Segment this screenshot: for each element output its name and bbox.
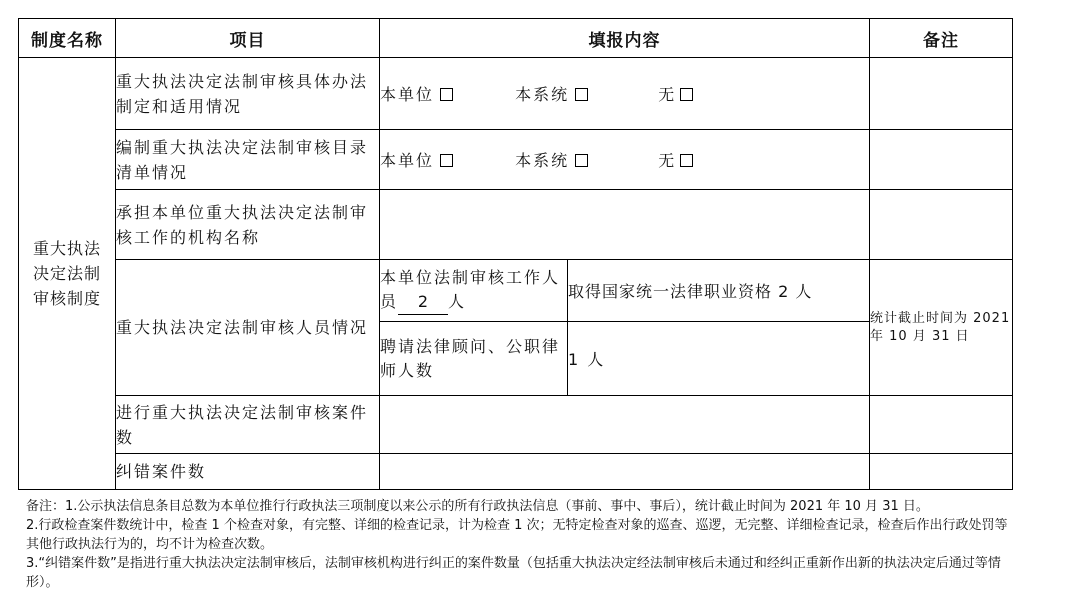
qualification-cell: 取得国家统一法律职业资格 2 人 <box>568 260 870 322</box>
table-row <box>19 396 1013 454</box>
item-cell: 重大执法决定法制审核人员情况 <box>116 260 380 396</box>
table-row <box>19 260 1013 322</box>
header-system-name: 制度名称 <box>19 19 116 58</box>
option-label: 无 <box>658 85 675 104</box>
header-row <box>19 19 1013 58</box>
option-own-unit[interactable] <box>380 148 510 171</box>
checkbox[interactable] <box>575 88 588 101</box>
header-remarks: 备注 <box>870 19 1013 58</box>
footnote-1: 备注：1.公示执法信息条目总数为本单位推行行政执法三项制度以来公示的所有行政执法信息（事前、事中、事后），统计截止时间为 2021 年 10 月 31 日。 <box>26 499 929 514</box>
table-row <box>19 190 1013 260</box>
option-label: 本单位 <box>380 85 435 104</box>
item-cell: 纠错案件数 <box>116 454 380 490</box>
item-cell: 编制重大执法决定法制审核目录清单情况 <box>116 130 380 190</box>
remark-cell <box>870 58 1013 130</box>
option-none[interactable] <box>658 148 693 171</box>
checkbox[interactable] <box>440 154 453 167</box>
table-row <box>19 58 1013 130</box>
system-name-text: 重大执法决定法制审核制度 <box>32 239 101 308</box>
report-table <box>18 18 1013 490</box>
option-own-unit[interactable] <box>380 82 510 105</box>
content-cell[interactable] <box>380 454 870 490</box>
option-system[interactable] <box>515 148 653 171</box>
option-label: 本系统 <box>515 85 570 104</box>
option-label: 无 <box>658 151 675 170</box>
staff-count-cell <box>380 260 568 322</box>
counsel-label-cell: 聘请法律顾问、公职律师人数 <box>380 322 568 396</box>
table-row <box>19 130 1013 190</box>
header-item: 项目 <box>116 19 380 58</box>
remark-cell: 统计截止时间为 2021 年 10 月 31 日 <box>870 260 1013 396</box>
footnotes <box>26 497 1016 592</box>
content-cell[interactable] <box>380 190 870 260</box>
checkbox[interactable] <box>440 88 453 101</box>
option-label: 本系统 <box>515 151 570 170</box>
option-label: 本单位 <box>380 151 435 170</box>
item-cell: 承担本单位重大执法决定法制审核工作的机构名称 <box>116 190 380 260</box>
footnote-3: 3.“纠错案件数”是指进行重大执法决定法制审核后，法制审核机构进行纠正的案件数量（包括重大执法决定经法制审核后未通过和经纠正重新作出新的执法决定后通过等情形）。 <box>26 556 1001 590</box>
remark-cell <box>870 454 1013 490</box>
content-cell <box>380 130 870 190</box>
remark-cell <box>870 190 1013 260</box>
option-none[interactable] <box>658 82 693 105</box>
content-cell <box>380 58 870 130</box>
header-content: 填报内容 <box>380 19 870 58</box>
counsel-count-cell: 1 人 <box>568 322 870 396</box>
checkbox[interactable] <box>680 154 693 167</box>
staff-unit: 人 <box>448 292 467 311</box>
system-name-cell <box>19 58 116 490</box>
staff-label: 本单位法制审核工作人员 <box>380 268 561 311</box>
item-cell: 重大执法决定法制审核具体办法制定和适用情况 <box>116 58 380 130</box>
option-system[interactable] <box>515 82 653 105</box>
checkbox[interactable] <box>680 88 693 101</box>
footnote-2: 2.行政检查案件数统计中，检查 1 个检查对象，有完整、详细的检查记录，计为检查 1 次；无特定检查对象的巡查、巡逻，无完整、详细检查记录，检查后作出行政处罚等其他行政执法行为的，均不计为检查次数。 <box>26 518 1008 552</box>
table-row <box>19 454 1013 490</box>
remark-cell <box>870 130 1013 190</box>
checkbox[interactable] <box>575 154 588 167</box>
remark-cell <box>870 396 1013 454</box>
staff-count[interactable]: 2 <box>398 290 448 315</box>
content-cell[interactable] <box>380 396 870 454</box>
item-cell: 进行重大执法决定法制审核案件数 <box>116 396 380 454</box>
